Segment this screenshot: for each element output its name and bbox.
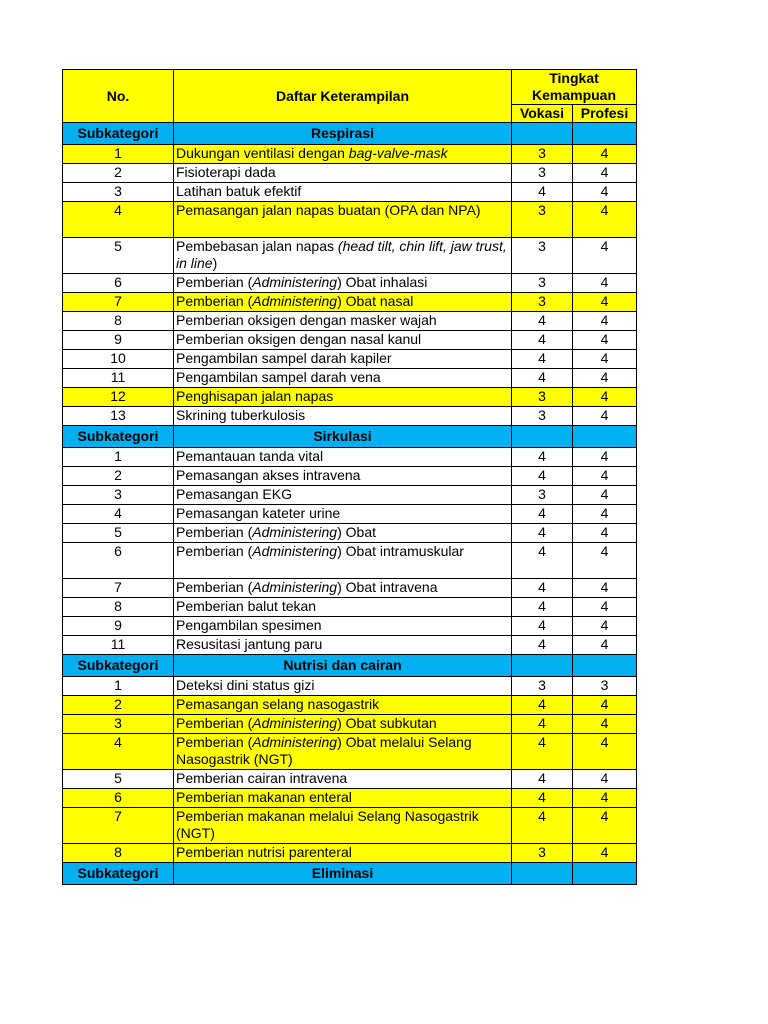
skill-name (174, 808, 512, 844)
skill-name-part: Latihan batuk efektif (176, 183, 302, 199)
subcategory-empty-cell (512, 655, 573, 677)
table-row (63, 183, 637, 202)
skill-name (174, 579, 512, 598)
skill-name-italic-part: Administering (252, 543, 338, 559)
row-number: 3 (63, 183, 174, 202)
profesi-level: 4 (573, 407, 637, 426)
skill-name-italic-part: bag-valve-mask (348, 145, 448, 161)
subcategory-row (63, 655, 637, 677)
table-row (63, 293, 637, 312)
skill-name-part: Pemberian ( (176, 579, 253, 595)
subcategory-name: Eliminasi (174, 863, 512, 885)
skill-name-italic-part: (head tilt, chin lift, jaw trust, in line (176, 238, 507, 271)
skill-name-part: Dukungan ventilasi dengan (176, 145, 349, 161)
row-number: 6 (63, 274, 174, 293)
profesi-level: 4 (573, 164, 637, 183)
skill-name (174, 770, 512, 789)
header-no: No. (63, 70, 174, 123)
profesi-level: 4 (573, 524, 637, 543)
table-row (63, 145, 637, 164)
row-number: 5 (63, 238, 174, 274)
vokasi-level: 4 (512, 331, 573, 350)
vokasi-level: 4 (512, 369, 573, 388)
vokasi-level: 4 (512, 734, 573, 770)
vokasi-level: 3 (512, 164, 573, 183)
skill-name (174, 789, 512, 808)
skill-name-part: Pemasangan kateter urine (176, 505, 341, 521)
profesi-level: 4 (573, 844, 637, 863)
skill-name-part: Pemberian oksigen dengan masker wajah (176, 312, 437, 328)
subcategory-name: Sirkulasi (174, 426, 512, 448)
row-number: 2 (63, 467, 174, 486)
profesi-level: 4 (573, 238, 637, 274)
profesi-level: 4 (573, 369, 637, 388)
skill-name-part: ) Obat inhalasi (337, 274, 428, 290)
table-row (63, 543, 637, 579)
skill-name (174, 467, 512, 486)
table-row (63, 696, 637, 715)
profesi-level: 4 (573, 388, 637, 407)
table-row (63, 770, 637, 789)
profesi-level: 4 (573, 467, 637, 486)
skill-name-part: Skrining tuberkulosis (176, 407, 306, 423)
skill-name-italic-part: Administering (252, 274, 338, 290)
skill-name-part: Pemberian nutrisi parenteral (176, 844, 352, 860)
vokasi-level: 3 (512, 293, 573, 312)
skill-name-part: ) Obat intravena (337, 579, 438, 595)
skill-name (174, 164, 512, 183)
skill-name-italic-part: Administering (252, 715, 338, 731)
row-number: 7 (63, 579, 174, 598)
skill-name-part: Pemberian ( (176, 524, 253, 540)
subcategory-empty-cell (512, 426, 573, 448)
vokasi-level: 4 (512, 808, 573, 844)
skill-name-part: Pemberian ( (176, 715, 253, 731)
skill-name (174, 844, 512, 863)
profesi-level: 4 (573, 696, 637, 715)
profesi-level: 4 (573, 183, 637, 202)
vokasi-level: 3 (512, 407, 573, 426)
table-row (63, 407, 637, 426)
skill-name-part: Fisioterapi dada (176, 164, 276, 180)
skill-name (174, 505, 512, 524)
table-row (63, 369, 637, 388)
table-row (63, 238, 637, 274)
table-row (63, 274, 637, 293)
row-number: 1 (63, 145, 174, 164)
skill-name-part: Resusitasi jantung paru (176, 636, 323, 652)
row-number: 8 (63, 312, 174, 331)
skill-name-part: ) Obat (337, 524, 376, 540)
skill-name (174, 734, 512, 770)
row-number: 7 (63, 808, 174, 844)
table-row (63, 448, 637, 467)
skill-name-part: Pemberian ( (176, 734, 253, 750)
subcategory-row (63, 123, 637, 145)
table-row (63, 579, 637, 598)
row-number: 7 (63, 293, 174, 312)
profesi-level: 4 (573, 202, 637, 238)
table-row (63, 164, 637, 183)
vokasi-level: 4 (512, 312, 573, 331)
skill-name (174, 238, 512, 274)
profesi-level: 3 (573, 677, 637, 696)
row-number: 8 (63, 844, 174, 863)
row-number: 11 (63, 636, 174, 655)
profesi-level: 4 (573, 293, 637, 312)
skill-name-part: ) Obat subkutan (337, 715, 437, 731)
subcategory-label: Subkategori (63, 426, 174, 448)
table-row (63, 844, 637, 863)
skill-name (174, 715, 512, 734)
header-level: Tingkat Kemampuan (512, 70, 637, 105)
row-number: 10 (63, 350, 174, 369)
row-number: 12 (63, 388, 174, 407)
subcategory-name: Respirasi (174, 123, 512, 145)
table-row (63, 486, 637, 505)
vokasi-level: 4 (512, 505, 573, 524)
skill-name-part: Pemasangan EKG (176, 486, 292, 502)
table-row (63, 350, 637, 369)
skill-name (174, 369, 512, 388)
row-number: 5 (63, 770, 174, 789)
subcategory-empty-cell (573, 426, 637, 448)
subcategory-empty-cell (512, 863, 573, 885)
vokasi-level: 3 (512, 677, 573, 696)
skill-name-part: Pengambilan sampel darah vena (176, 369, 381, 385)
vokasi-level: 4 (512, 524, 573, 543)
profesi-level: 4 (573, 505, 637, 524)
skill-name (174, 677, 512, 696)
subcategory-empty-cell (573, 655, 637, 677)
row-number: 4 (63, 505, 174, 524)
row-number: 11 (63, 369, 174, 388)
table-row (63, 677, 637, 696)
row-number: 13 (63, 407, 174, 426)
skill-name (174, 617, 512, 636)
skill-name (174, 636, 512, 655)
table-row (63, 388, 637, 407)
skill-name-part: Deteksi dini status gizi (176, 677, 315, 693)
skill-name (174, 145, 512, 164)
table-row (63, 467, 637, 486)
subcategory-empty-cell (573, 123, 637, 145)
row-number: 2 (63, 164, 174, 183)
row-number: 4 (63, 734, 174, 770)
skills-table (62, 69, 637, 885)
skill-name-italic-part: Administering (252, 579, 338, 595)
row-number: 3 (63, 486, 174, 505)
row-number: 4 (63, 202, 174, 238)
table-row (63, 808, 637, 844)
table-row (63, 312, 637, 331)
vokasi-level: 4 (512, 617, 573, 636)
table-row (63, 524, 637, 543)
skill-name (174, 543, 512, 579)
skill-name (174, 293, 512, 312)
skill-name-italic-part: Administering (252, 293, 338, 309)
row-number: 6 (63, 789, 174, 808)
skill-name-part: Pemberian balut tekan (176, 598, 317, 614)
row-number: 9 (63, 617, 174, 636)
skill-name-part: ) Obat nasal (337, 293, 414, 309)
vokasi-level: 4 (512, 579, 573, 598)
table-row (63, 331, 637, 350)
table-row (63, 734, 637, 770)
skill-name-part: Pemasangan akses intravena (176, 467, 361, 483)
row-number: 8 (63, 598, 174, 617)
row-number: 5 (63, 524, 174, 543)
profesi-level: 4 (573, 543, 637, 579)
vokasi-level: 4 (512, 448, 573, 467)
row-number: 3 (63, 715, 174, 734)
row-number: 6 (63, 543, 174, 579)
vokasi-level: 4 (512, 183, 573, 202)
skill-name-part: Pemberian oksigen dengan nasal kanul (176, 331, 422, 347)
skill-name-part: Pemberian makanan enteral (176, 789, 352, 805)
vokasi-level: 3 (512, 388, 573, 407)
skill-name-italic-part: Administering (252, 524, 338, 540)
skill-name-part: Pemasangan jalan napas buatan (OPA dan NPA) (176, 202, 481, 218)
profesi-level: 4 (573, 734, 637, 770)
skill-name (174, 312, 512, 331)
table-row (63, 505, 637, 524)
table-row (63, 789, 637, 808)
skill-name-italic-part: Administering (252, 734, 338, 750)
table-row (63, 636, 637, 655)
skill-name (174, 388, 512, 407)
vokasi-level: 3 (512, 274, 573, 293)
skill-name-part: Pemberian makanan melalui Selang Nasogastrik (NGT) (176, 808, 479, 841)
vokasi-level: 3 (512, 486, 573, 505)
profesi-level: 4 (573, 715, 637, 734)
vokasi-level: 4 (512, 350, 573, 369)
skill-name (174, 486, 512, 505)
table-row (63, 202, 637, 238)
skill-name (174, 350, 512, 369)
profesi-level: 4 (573, 598, 637, 617)
skill-name-part: Pemberian cairan intravena (176, 770, 348, 786)
profesi-level: 4 (573, 789, 637, 808)
skill-name (174, 202, 512, 238)
vokasi-level: 4 (512, 543, 573, 579)
skill-name-part: Pembebasan jalan napas (176, 238, 338, 254)
profesi-level: 4 (573, 617, 637, 636)
table-body (63, 123, 637, 885)
skill-name (174, 696, 512, 715)
subcategory-name: Nutrisi dan cairan (174, 655, 512, 677)
profesi-level: 4 (573, 770, 637, 789)
row-number: 1 (63, 448, 174, 467)
table-row (63, 598, 637, 617)
vokasi-level: 4 (512, 770, 573, 789)
profesi-level: 4 (573, 331, 637, 350)
subcategory-label: Subkategori (63, 123, 174, 145)
skill-name-part: ) Obat melalui Selang Nasogastrik (NGT) (176, 734, 472, 767)
subcategory-empty-cell (512, 123, 573, 145)
skill-name-part: Penghisapan jalan napas (176, 388, 334, 404)
subcategory-empty-cell (573, 863, 637, 885)
skill-name (174, 274, 512, 293)
skill-name-part: Pengambilan spesimen (176, 617, 322, 633)
vokasi-level: 4 (512, 789, 573, 808)
table-row (63, 715, 637, 734)
vokasi-level: 3 (512, 844, 573, 863)
skill-name-part: ) (212, 255, 218, 271)
profesi-level: 4 (573, 350, 637, 369)
vokasi-level: 4 (512, 696, 573, 715)
vokasi-level: 3 (512, 238, 573, 274)
header-skills: Daftar Keterampilan (174, 70, 512, 123)
vokasi-level: 3 (512, 145, 573, 164)
skill-name (174, 448, 512, 467)
row-number: 2 (63, 696, 174, 715)
profesi-level: 4 (573, 636, 637, 655)
skill-name-part: Pengambilan sampel darah kapiler (176, 350, 392, 366)
skill-name (174, 331, 512, 350)
skill-name-part: Pemberian ( (176, 543, 253, 559)
skill-name-part: Pemberian ( (176, 293, 253, 309)
profesi-level: 4 (573, 312, 637, 331)
profesi-level: 4 (573, 448, 637, 467)
header-profesi: Profesi (573, 105, 637, 123)
vokasi-level: 4 (512, 598, 573, 617)
vokasi-level: 4 (512, 715, 573, 734)
skill-name (174, 407, 512, 426)
skill-name (174, 524, 512, 543)
subcategory-row (63, 863, 637, 885)
vokasi-level: 4 (512, 467, 573, 486)
skill-name (174, 183, 512, 202)
subcategory-label: Subkategori (63, 863, 174, 885)
profesi-level: 4 (573, 579, 637, 598)
skill-name-part: Pemantauan tanda vital (176, 448, 324, 464)
skill-name (174, 598, 512, 617)
skill-name-part: ) Obat intramuskular (337, 543, 464, 559)
row-number: 1 (63, 677, 174, 696)
profesi-level: 4 (573, 486, 637, 505)
profesi-level: 4 (573, 274, 637, 293)
vokasi-level: 4 (512, 636, 573, 655)
table-row (63, 617, 637, 636)
subcategory-row (63, 426, 637, 448)
profesi-level: 4 (573, 808, 637, 844)
subcategory-label: Subkategori (63, 655, 174, 677)
header-vokasi: Vokasi (512, 105, 573, 123)
skill-name-part: Pemasangan selang nasogastrik (176, 696, 380, 712)
row-number: 9 (63, 331, 174, 350)
profesi-level: 4 (573, 145, 637, 164)
skill-name-part: Pemberian ( (176, 274, 253, 290)
vokasi-level: 3 (512, 202, 573, 238)
